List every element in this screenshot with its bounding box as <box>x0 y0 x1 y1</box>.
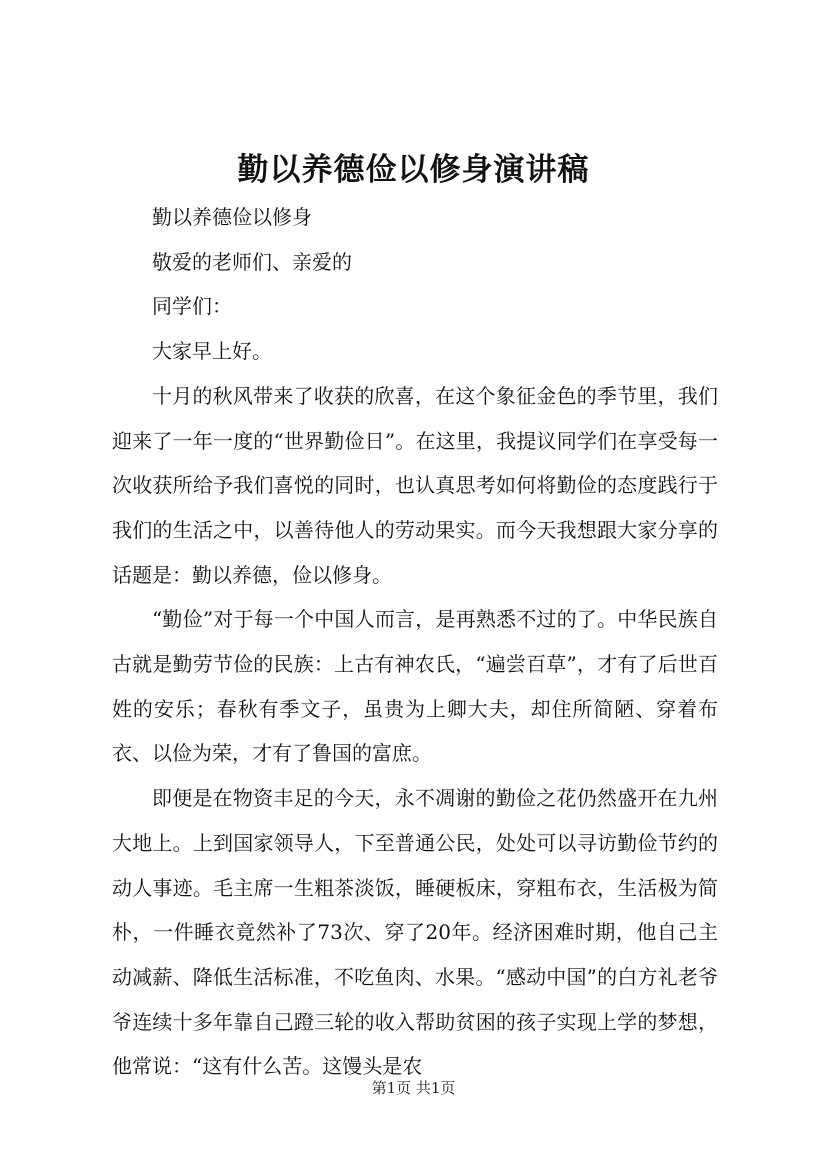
paragraph-salutation-2: 同学们： <box>152 294 232 319</box>
paragraph-subtitle: 勤以养德俭以修身 <box>152 205 312 229</box>
paragraph-3: 即便是在物资丰足的今天，永不凋谢的勤俭之花仍然盛开在九州大地上。上到国家领导人，下至普通公民，处处可以寻访勤俭节约的动人事迹。毛主席一生粗茶淡饭，睡硬板床，穿粗布衣，生活极为简朴，一件睡衣竟然补了73次、穿了20年。经济困难时期，他自己主动减薪、降低生活标准，不吃鱼肉、水果。“感动中国”的白方礼老爷爷连续十多年靠自己蹬三轮的收入帮助贫困的孩子实现上学的梦想，他常说：“这有什么苦。这馒头是农 <box>112 786 718 1079</box>
paragraph-2: “勤俭”对于每一个中国人而言，是再熟悉不过的了。中华民族自古就是勤劳节俭的民族：上古有神农氏，“遍尝百草”，才有了后世百姓的安乐；春秋有季文子，虽贵为上卿大夫，却住所简陋、穿着布衣、以俭为荣，才有了鲁国的富庶。 <box>112 607 718 766</box>
document-body <box>112 195 718 1089</box>
paragraph-greeting: 大家早上好。 <box>152 339 272 364</box>
document-title: 勤以养德俭以修身演讲稿 <box>237 152 590 188</box>
paragraph-salutation-1: 敬爱的老师们、亲爱的 <box>152 249 352 274</box>
page-footer: 第1页 共1页 <box>371 1079 456 1097</box>
paragraph-1: 十月的秋风带来了收获的欣喜，在这个象征金色的季节里，我们迎来了一年一度的“世界勤俭日”。在这里，我提议同学们在享受每一次收获所给予我们喜悦的同时，也认真思考如何将勤俭的态度践行于我们的生活之中，以善待他人的劳动果实。而今天我想跟大家分享的话题是：勤以养德，俭以修身。 <box>112 383 718 587</box>
